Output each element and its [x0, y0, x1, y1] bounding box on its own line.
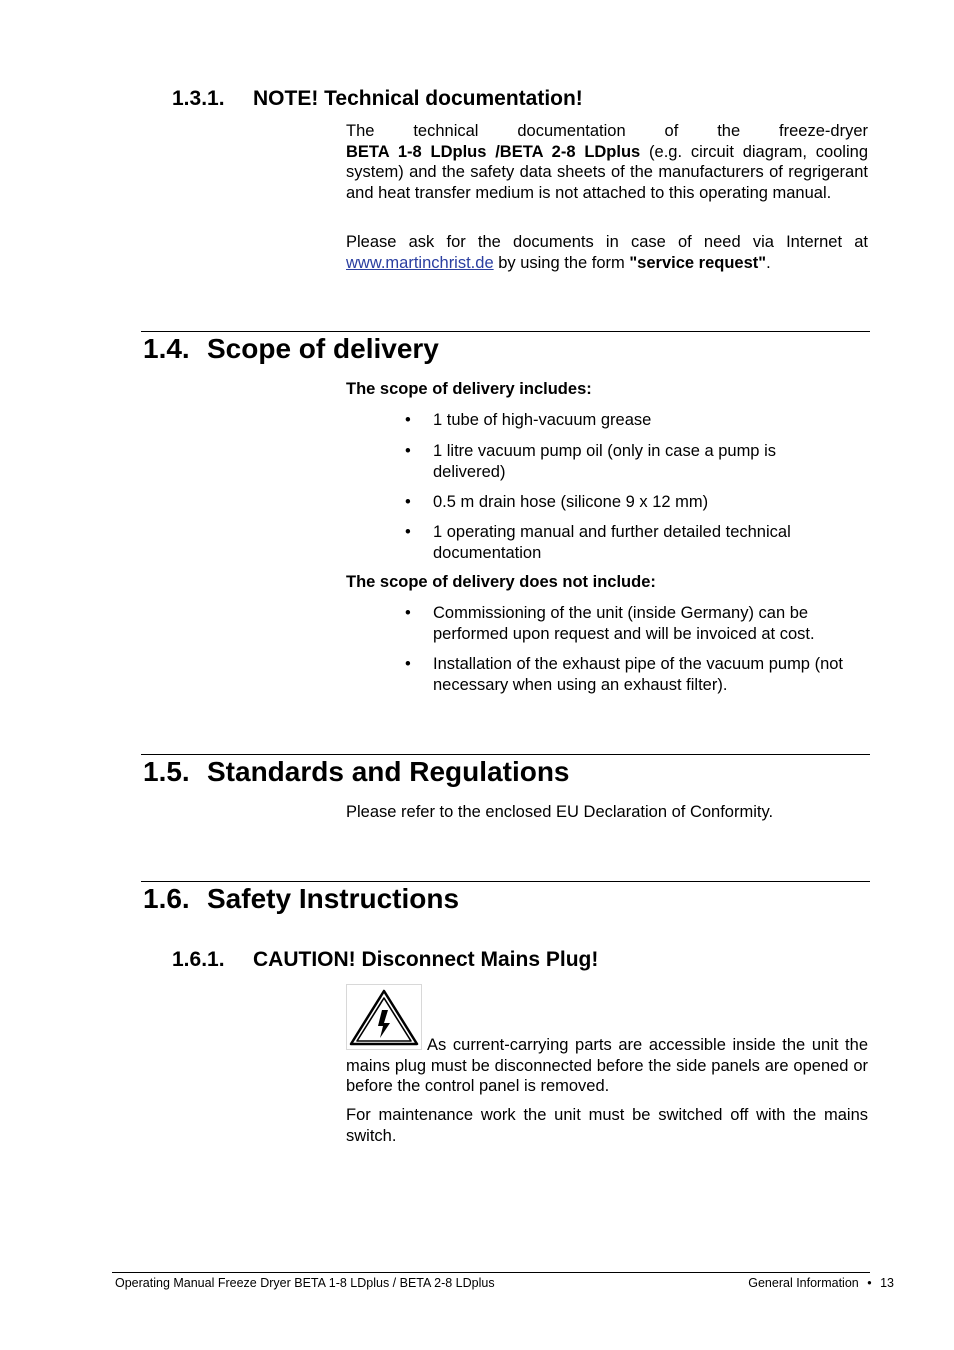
section-heading-1-4: [143, 333, 843, 367]
subsection-title: NOTE! Technical documentation!: [253, 87, 583, 110]
subsection-number: 1.3.1.: [172, 87, 225, 110]
bullet-icon: •: [405, 442, 411, 460]
section-divider: [141, 754, 870, 755]
list-item: Installation of the exhaust pipe of the vacuum pump (not necessary when using an exhaust filter).: [433, 655, 844, 694]
website-link[interactable]: www.martinchrist.de: [346, 253, 494, 272]
bullet-icon: •: [405, 523, 411, 541]
section-divider: [141, 331, 870, 332]
list-item: 1 litre vacuum pump oil (only in case a pump is delivered): [433, 442, 776, 481]
subsection-heading-1-6-1: [172, 948, 772, 974]
paragraph-text: (e.g. circuit diagram, cooling system) and the safety data sheets of the manufacturers of regrigerant and heat transfer medium is not attached to this operating manual.: [346, 142, 868, 202]
bullet-icon: •: [405, 655, 411, 673]
section-divider: [141, 881, 870, 882]
paragraph-text: .: [766, 253, 771, 272]
footer-section: General Information: [748, 1276, 859, 1290]
caution-paragraph: As current-carrying parts are accessible inside the unit the mains plug must be disconnected before the side panels are opened or before the control panel is removed.: [346, 1036, 868, 1095]
section-heading-1-5: [143, 756, 843, 790]
section-number: 1.6.: [143, 883, 190, 914]
list-item: 0.5 m drain hose (silicone 9 x 12 mm): [433, 493, 709, 511]
maintenance-paragraph: For maintenance work the unit must be switched off with the mains switch.: [346, 1106, 868, 1145]
subsection-title: CAUTION! Disconnect Mains Plug!: [253, 948, 599, 971]
bullet-icon: •: [405, 493, 411, 511]
subsection-number: 1.6.1.: [172, 948, 225, 971]
list-item: 1 operating manual and further detailed technical documentation: [433, 523, 791, 562]
list-item: Commissioning of the unit (inside Germany) can be performed upon request and will be invoiced at cost.: [433, 604, 815, 643]
footer-title: Operating Manual Freeze Dryer BETA 1-8 LDplus / BETA 2-8 LDplus: [115, 1276, 495, 1290]
bullet-icon: •: [405, 411, 411, 429]
section-heading-1-6: [143, 883, 843, 917]
footer-separator: •: [867, 1276, 872, 1290]
list-item: 1 tube of high-vacuum grease: [433, 411, 652, 429]
documents-request-paragraph: [346, 232, 868, 273]
paragraph-text: by using the form: [493, 253, 630, 272]
bullet-icon: •: [405, 604, 411, 622]
paragraph-text: Please ask for the documents in case of need via Internet at: [346, 233, 868, 251]
footer-rule: [112, 1272, 870, 1273]
section-number: 1.5.: [143, 756, 190, 787]
section-title: Scope of delivery: [207, 333, 439, 364]
service-request-label: "service request": [629, 253, 767, 272]
section-number: 1.4.: [143, 333, 190, 364]
excludes-heading: The scope of delivery does not include:: [346, 573, 656, 591]
paragraph-line: The technical documentation of the freeze-dryer: [346, 122, 868, 140]
model-name: BETA 1-8 LDplus /BETA 2-8 LDplus: [346, 142, 641, 161]
footer-page-info: [660, 1276, 894, 1290]
subsection-heading-1-3-1: [172, 87, 772, 113]
technical-doc-paragraph: [346, 121, 868, 203]
page-number: 13: [880, 1276, 894, 1290]
section-title: Safety Instructions: [207, 883, 460, 914]
includes-heading: The scope of delivery includes:: [346, 380, 592, 398]
section-title: Standards and Regulations: [207, 756, 570, 787]
conformity-text: Please refer to the enclosed EU Declaration of Conformity.: [346, 803, 774, 821]
